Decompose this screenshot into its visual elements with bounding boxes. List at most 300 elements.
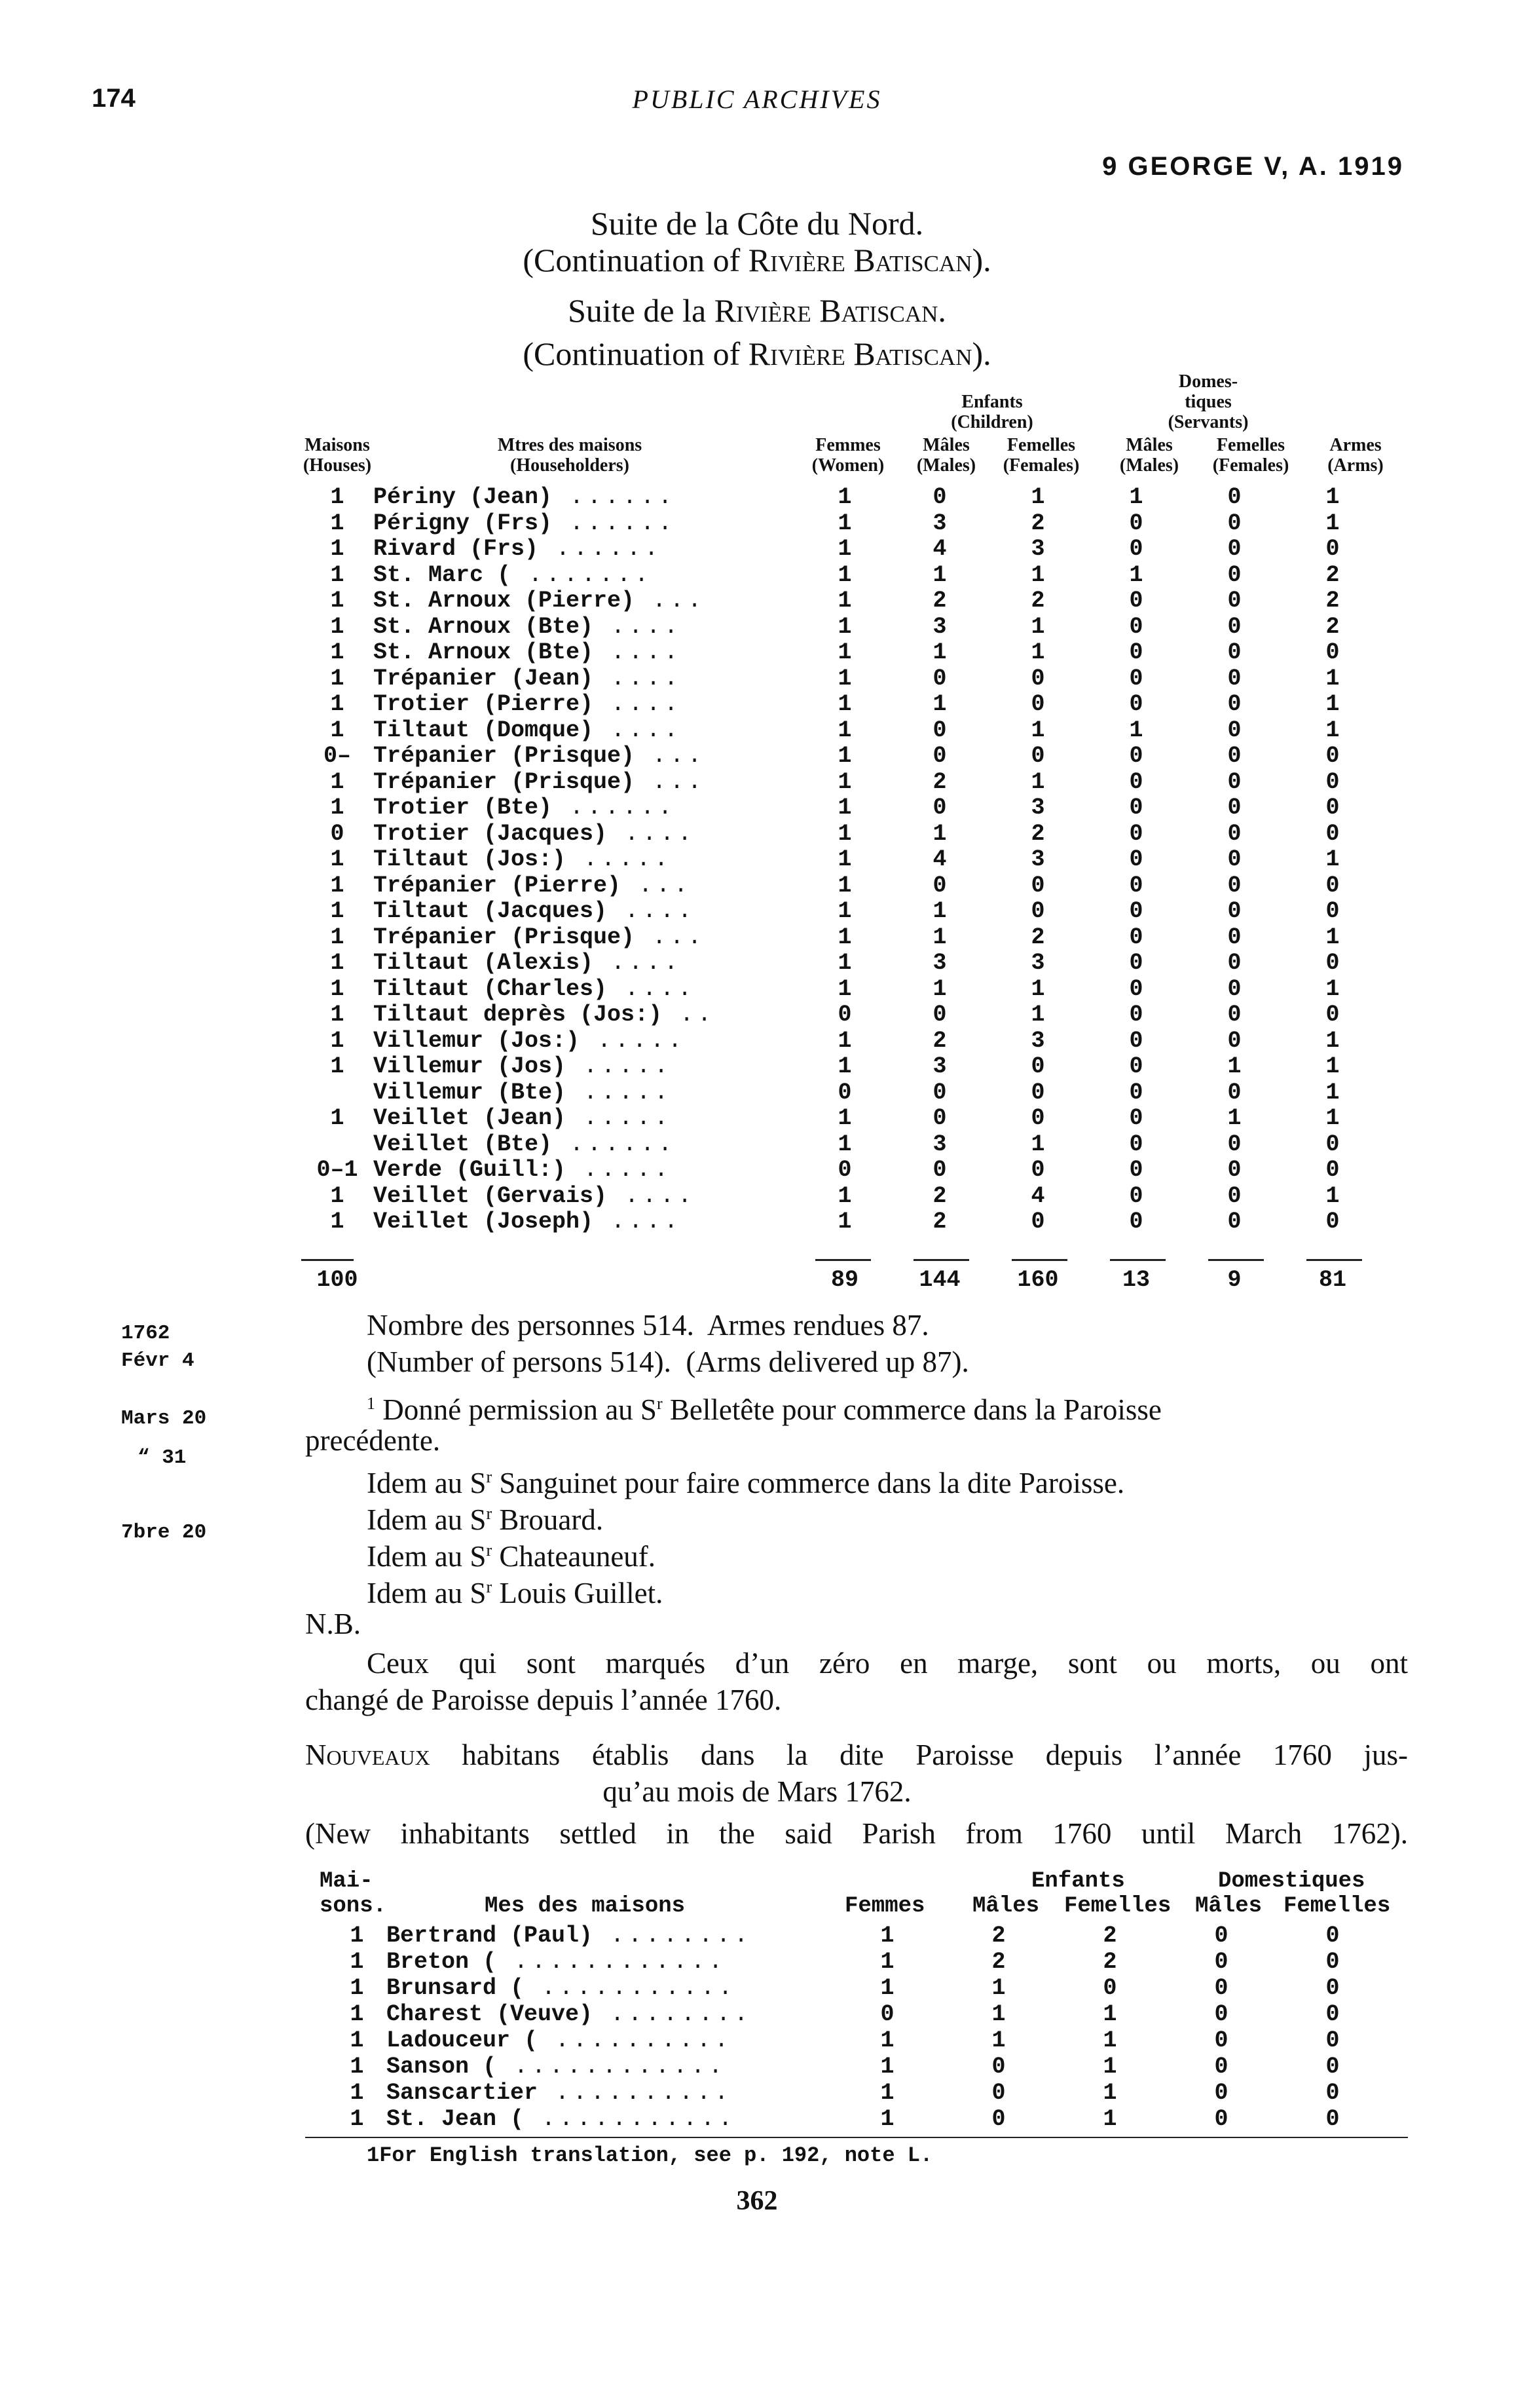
cell-armes: 1 (1325, 1079, 1340, 1106)
cell-householder (386, 2080, 832, 2106)
idem-guillet-a: Idem au S (367, 1577, 487, 1609)
leader-dots: ....... (511, 561, 653, 588)
cell-maisons: 1 (330, 717, 344, 743)
cell-e-femelles: 1 (1103, 2106, 1117, 2132)
table-row (327, 1975, 1388, 2001)
cell-armes: 0 (1325, 639, 1340, 666)
cell-e-femelles: 1 (1103, 2001, 1117, 2027)
cell-armes: 2 (1325, 613, 1340, 640)
header-domes-2: tiques (1185, 392, 1232, 412)
header-domes-1: Domes- (1178, 371, 1238, 392)
t2-header-d-femelles: Femelles (1283, 1894, 1391, 1919)
table-row (301, 795, 1382, 821)
permission-belletete (367, 1385, 1401, 1428)
cell-armes: 0 (1325, 820, 1340, 847)
cell-householder (386, 1949, 832, 1975)
new-inhabitants-text: habitans établis dans la dite Paroisse depuis l’année 1760 jus- (430, 1739, 1408, 1771)
cell-d-femelles: 0 (1325, 1923, 1340, 1949)
table-row (301, 666, 1382, 692)
householder-name: Périgny (Frs) (373, 510, 553, 536)
t2-header-d-males: Mâles (1195, 1894, 1263, 1919)
table-row (327, 2106, 1388, 2132)
cell-femelles: 3 (1031, 795, 1045, 821)
cell-d-femelles: 0 (1227, 846, 1242, 873)
cell-maisons: 1 (330, 639, 344, 666)
cell-maisons: 1 (330, 950, 344, 976)
cell-femmes: 1 (838, 639, 852, 666)
permission-belletete-b: Belletête pour commerce dans la Paroisse (662, 1393, 1162, 1426)
table-row (301, 873, 1382, 899)
header-femelles (992, 435, 1090, 476)
cell-males: 4 (932, 846, 947, 873)
cell-householder (373, 1184, 799, 1210)
cell-femmes: 1 (838, 510, 852, 536)
cell-femelles: 1 (1031, 561, 1045, 588)
t2-header-mai2: sons. (320, 1894, 387, 1919)
cell-d-femelles: 0 (1227, 536, 1242, 562)
cell-males: 0 (932, 1105, 947, 1131)
cell-armes: 0 (1325, 768, 1340, 795)
leader-dots: .... (607, 975, 696, 1002)
table-row (301, 511, 1382, 537)
cell-maisons: 1 (330, 872, 344, 899)
header-maisons (291, 435, 383, 476)
cell-femelles: 0 (1031, 1157, 1045, 1183)
cell-d-males: 0 (1129, 820, 1143, 847)
table-row (301, 950, 1382, 977)
table-row (327, 1949, 1388, 1975)
title-line-4-river: Rivière Batiscan (748, 335, 972, 372)
cell-d-femelles: 0 (1325, 2054, 1340, 2080)
table-row (327, 2054, 1388, 2080)
header-mtres-en: (Householders) (510, 455, 629, 476)
header-enfants-fr: Enfants (961, 392, 1023, 412)
title-line-4 (0, 335, 1514, 373)
idem-brouard-a: Idem au S (367, 1503, 487, 1536)
cell-femmes: 1 (880, 1975, 895, 2001)
householder-name: St. Jean ( (386, 2106, 525, 2132)
cell-femmes: 0 (880, 2001, 895, 2027)
header-maisons-en: (Houses) (303, 455, 372, 476)
cell-d-femelles: 0 (1227, 924, 1242, 950)
cell-femelles: 2 (1031, 924, 1045, 950)
leader-dots: .... (593, 691, 682, 717)
cell-femelles: 3 (1031, 950, 1045, 976)
table-row (301, 770, 1382, 796)
header-enfants-en: (Children) (951, 412, 1033, 432)
total-femelles: 160 (1017, 1267, 1059, 1293)
cell-femelles: 0 (1031, 898, 1045, 924)
leader-dots: ... (635, 743, 706, 769)
margin-note-mars: Mars 20 (121, 1407, 207, 1430)
cell-maisons: 1 (330, 536, 344, 562)
cell-femmes: 1 (838, 691, 852, 717)
cell-d-femelles: 0 (1227, 1027, 1242, 1054)
title-line-4-pre: (Continuation of (523, 335, 748, 372)
householder-name: Veillet (Gervais) (373, 1182, 608, 1209)
cell-femmes: 1 (838, 924, 852, 950)
cell-armes: 1 (1325, 665, 1340, 692)
cell-armes: 1 (1325, 975, 1340, 1002)
title-line-2-river: Rivière Batiscan (748, 242, 972, 278)
header-femelles-fr: Femelles (1006, 435, 1076, 455)
cell-maisons: 1 (330, 1105, 344, 1131)
householder-name: Tiltaut (Alexis) (373, 950, 594, 976)
cell-e-males: 2 (991, 1923, 1006, 1949)
leader-dots: .......... (538, 2080, 733, 2106)
cell-householder (373, 1209, 799, 1235)
cell-armes: 0 (1325, 795, 1340, 821)
title-line-2 (0, 241, 1514, 279)
table-row (301, 563, 1382, 589)
cell-femelles: 1 (1031, 975, 1045, 1002)
cell-armes: 1 (1325, 846, 1340, 873)
cell-maisons (301, 1132, 373, 1158)
cell-d-males: 0 (1129, 691, 1143, 717)
cell-femmes: 1 (838, 795, 852, 821)
table-row (327, 2027, 1388, 2054)
cell-e-males: 1 (991, 1975, 1006, 2001)
table-row (301, 718, 1382, 744)
cell-d-femelles: 1 (1227, 1053, 1242, 1080)
sr-sup-4: r (486, 1541, 492, 1560)
idem-brouard-b: Brouard. (492, 1503, 604, 1536)
cell-femelles: 1 (1031, 639, 1045, 666)
cell-d-femelles: 0 (1227, 743, 1242, 769)
cell-householder (373, 847, 799, 873)
title-line-1 (0, 204, 1514, 242)
header-femmes-en: (Women) (811, 455, 885, 476)
cell-householder (373, 743, 799, 770)
cell-d-femelles: 0 (1227, 768, 1242, 795)
cell-maisons: 1 (350, 2001, 364, 2027)
cell-d-males: 0 (1214, 2080, 1228, 2106)
cell-males: 0 (932, 1157, 947, 1183)
cell-femmes: 1 (880, 2054, 895, 2080)
cell-d-femelles: 0 (1227, 1079, 1242, 1106)
header-armes (1310, 435, 1401, 476)
cell-householder (373, 770, 799, 796)
cell-householder (373, 977, 799, 1003)
cell-femmes: 1 (838, 898, 852, 924)
cell-householder (386, 1923, 832, 1949)
householder-name: Villemur (Bte) (373, 1079, 566, 1106)
cell-armes: 1 (1325, 691, 1340, 717)
cell-d-femelles: 0 (1227, 665, 1242, 692)
cell-femelles: 2 (1031, 820, 1045, 847)
zero-note-line-2: changé de Paroisse depuis l’année 1760. (305, 1684, 782, 1716)
idem-guillet (367, 1569, 663, 1611)
census-table (301, 485, 1382, 1235)
table-row (301, 1002, 1382, 1028)
header-enfants (927, 392, 1058, 432)
cell-d-femelles: 0 (1227, 484, 1242, 510)
cell-femmes: 0 (838, 1002, 852, 1028)
cell-d-femelles: 0 (1227, 691, 1242, 717)
cell-femmes: 1 (880, 1949, 895, 1975)
leader-dots: .......... (538, 2027, 733, 2054)
t2-header-e-males: Mâles (972, 1894, 1040, 1919)
cell-femelles: 2 (1031, 510, 1045, 536)
leader-dots: ..... (566, 1157, 673, 1183)
cell-males: 0 (932, 1002, 947, 1028)
cell-males: 2 (932, 1027, 947, 1054)
cell-householder (373, 692, 799, 718)
cell-femmes: 1 (880, 1923, 895, 1949)
householder-name: Trépanier (Prisque) (373, 768, 635, 795)
cell-d-femelles: 0 (1227, 1131, 1242, 1157)
leader-dots: ...... (552, 795, 676, 821)
cell-maisons: 1 (330, 795, 344, 821)
cell-d-males: 0 (1129, 1002, 1143, 1028)
cell-maisons: 1 (330, 588, 344, 614)
cell-householder (373, 821, 799, 848)
cell-males: 3 (932, 1131, 947, 1157)
cell-femmes: 1 (838, 743, 852, 769)
householder-name: St. Arnoux (Pierre) (373, 588, 635, 614)
new-inhabitants-table (327, 1923, 1388, 2132)
total-males: 144 (919, 1267, 961, 1293)
header-males-fr: Mâles (923, 435, 970, 455)
householder-name: Breton ( (386, 1949, 497, 1975)
cell-d-males: 0 (1129, 975, 1143, 1002)
table-row (301, 925, 1382, 951)
leader-dots: .... (593, 613, 682, 640)
title-line-4-post: ). (972, 335, 991, 372)
cell-maisons: 1 (330, 1027, 344, 1054)
cell-householder (373, 536, 799, 563)
table-row (301, 1080, 1382, 1106)
cell-d-males: 0 (1129, 1157, 1143, 1183)
leader-dots: ............ (496, 1949, 727, 1975)
cell-armes: 1 (1325, 717, 1340, 743)
t2-header-femmes: Femmes (845, 1894, 925, 1919)
cell-armes: 2 (1325, 588, 1340, 614)
t2-header-mai1: Mai- (320, 1869, 373, 1894)
persons-count-en: (Number of persons 514). (Arms delivered up 87). (367, 1345, 969, 1378)
table-row (301, 1106, 1382, 1132)
cell-householder (386, 1975, 832, 2001)
cell-d-femelles: 0 (1227, 561, 1242, 588)
cell-d-males: 0 (1129, 924, 1143, 950)
cell-d-femelles: 0 (1227, 717, 1242, 743)
leader-dots: ........... (524, 1975, 737, 2001)
cell-d-males: 0 (1129, 743, 1143, 769)
cell-householder (373, 950, 799, 977)
total-rule-armes (1306, 1259, 1362, 1261)
cell-armes: 1 (1325, 510, 1340, 536)
cell-d-males: 1 (1129, 484, 1143, 510)
cell-d-femelles: 0 (1227, 613, 1242, 640)
cell-maisons: 0– (323, 743, 351, 769)
cell-males: 2 (932, 768, 947, 795)
leader-dots: ..... (566, 1053, 673, 1080)
cell-e-males: 1 (991, 2027, 1006, 2054)
cell-d-males: 0 (1129, 1182, 1143, 1209)
table-row (301, 536, 1382, 563)
leader-dots: ...... (552, 510, 676, 536)
t2-header-enfants: Enfants (1031, 1869, 1125, 1894)
cell-armes: 0 (1325, 898, 1340, 924)
cell-males: 2 (932, 1182, 947, 1209)
householder-name: Brunsard ( (386, 1975, 525, 2001)
cell-householder (373, 1002, 799, 1028)
total-femmes: 89 (830, 1267, 859, 1293)
total-d-femelles: 9 (1227, 1267, 1242, 1293)
leader-dots: ............ (496, 2054, 727, 2080)
total-spacer (373, 1268, 799, 1294)
header-d-femelles-fr: Femelles (1216, 435, 1285, 455)
table-row (327, 1923, 1388, 1949)
cell-d-males: 0 (1129, 1131, 1143, 1157)
header-femmes (799, 435, 897, 476)
header-mtres-fr: Mtres des maisons (497, 435, 642, 455)
cell-householder (373, 925, 799, 951)
new-inhabitants-en: (New inhabitants settled in the said Parish from 1760 until March 1762). (305, 1817, 1408, 1850)
cell-femelles: 2 (1031, 588, 1045, 614)
cell-d-males: 0 (1214, 1923, 1228, 1949)
census-totals (301, 1268, 1382, 1294)
cell-d-males: 0 (1214, 1975, 1228, 2001)
cell-e-femelles: 1 (1103, 2080, 1117, 2106)
table-row (301, 977, 1382, 1003)
header-domestiques (1149, 371, 1267, 432)
cell-armes: 1 (1325, 924, 1340, 950)
cell-d-femelles: 0 (1325, 2001, 1340, 2027)
header-d-femelles (1198, 435, 1303, 476)
cell-d-femelles: 0 (1325, 2027, 1340, 2054)
totals-row (301, 1268, 1382, 1294)
cell-householder (373, 873, 799, 899)
permission-belletete-cont: precédente. (305, 1424, 441, 1457)
householder-name: St. Arnoux (Bte) (373, 613, 594, 640)
cell-maisons: 1 (330, 924, 344, 950)
cell-males: 3 (932, 613, 947, 640)
cell-femelles: 0 (1031, 665, 1045, 692)
householder-name: Trépanier (Prisque) (373, 743, 635, 769)
total-maisons: 100 (316, 1267, 358, 1293)
cell-males: 2 (932, 588, 947, 614)
leader-dots: .... (593, 665, 682, 692)
cell-femelles: 3 (1031, 1027, 1045, 1054)
leader-dots: ... (635, 768, 706, 795)
cell-e-femelles: 0 (1103, 1975, 1117, 2001)
cell-armes: 0 (1325, 1157, 1340, 1183)
cell-e-femelles: 2 (1103, 1949, 1117, 1975)
table-row (301, 1184, 1382, 1210)
title-line-3-river: Rivière Batiscan (714, 292, 938, 329)
cell-householder (373, 1028, 799, 1055)
cell-d-femelles: 0 (1325, 2106, 1340, 2132)
cell-femmes: 1 (838, 1027, 852, 1054)
cell-d-males: 0 (1129, 795, 1143, 821)
cell-femmes: 1 (838, 975, 852, 1002)
cell-maisons: 1 (350, 1975, 364, 2001)
table-row (301, 1028, 1382, 1055)
cell-maisons: 1 (350, 2054, 364, 2080)
cell-maisons: 1 (330, 691, 344, 717)
idem-guillet-b: Louis Guillet. (492, 1577, 663, 1609)
cell-d-males: 0 (1214, 2054, 1228, 2080)
footer-page-number: 362 (736, 2186, 778, 2216)
leader-dots: ... (635, 924, 706, 950)
cell-femelles: 0 (1031, 1105, 1045, 1131)
table-row (301, 640, 1382, 666)
cell-e-males: 1 (991, 2001, 1006, 2027)
cell-maisons: 1 (330, 1182, 344, 1209)
title-line-2-pre: (Continuation of (523, 242, 748, 278)
cell-maisons: 1 (350, 2027, 364, 2054)
leader-dots: .... (593, 717, 682, 743)
header-femmes-fr: Femmes (815, 435, 881, 455)
cell-males: 0 (932, 795, 947, 821)
total-rule-d-femelles (1208, 1259, 1264, 1261)
householder-name: Villemur (Jos:) (373, 1027, 580, 1054)
cell-d-males: 0 (1129, 1053, 1143, 1080)
cell-e-femelles: 1 (1103, 2054, 1117, 2080)
leader-dots: ........ (593, 2001, 752, 2027)
cell-d-males: 0 (1129, 639, 1143, 666)
header-domes-en: (Servants) (1168, 412, 1249, 432)
cell-d-males: 0 (1214, 1949, 1228, 1975)
householder-name: Sanson ( (386, 2054, 497, 2080)
cell-d-males: 0 (1129, 510, 1143, 536)
cell-males: 4 (932, 536, 947, 562)
cell-d-males: 0 (1129, 898, 1143, 924)
t2-header-mes: Mes des maisons (485, 1894, 686, 1919)
table-row (301, 588, 1382, 614)
cell-maisons: 1 (330, 1053, 344, 1080)
cell-householder (373, 1132, 799, 1158)
cell-maisons: 1 (350, 1923, 364, 1949)
cell-males: 0 (932, 665, 947, 692)
cell-femmes: 1 (838, 613, 852, 640)
cell-d-males: 0 (1129, 950, 1143, 976)
header-d-males-en: (Males) (1119, 455, 1179, 476)
header-d-femelles-en: (Females) (1212, 455, 1289, 476)
margin-note-7bre: 7bre 20 (121, 1521, 207, 1544)
header-maisons-fr: Maisons (305, 435, 370, 455)
cell-maisons: 1 (350, 1949, 364, 1975)
cell-maisons: 1 (330, 510, 344, 536)
householder-name: Verde (Guill:) (373, 1157, 566, 1183)
cell-e-males: 2 (991, 1949, 1006, 1975)
cell-armes: 0 (1325, 1131, 1340, 1157)
cell-d-males: 0 (1129, 872, 1143, 899)
cell-d-femelles: 0 (1227, 1002, 1242, 1028)
cell-maisons (301, 1080, 373, 1106)
table-row (301, 821, 1382, 848)
cell-d-males: 1 (1129, 561, 1143, 588)
total-rule-femmes (815, 1259, 871, 1261)
householder-name: Veillet (Jean) (373, 1105, 566, 1131)
householder-name: Bertrand (Paul) (386, 1923, 593, 1949)
idem-sanguinet-a: Idem au S (367, 1467, 487, 1499)
cell-e-males: 0 (991, 2080, 1006, 2106)
cell-males: 3 (932, 510, 947, 536)
cell-armes: 0 (1325, 743, 1340, 769)
leader-dots: ........... (524, 2106, 737, 2132)
cell-e-males: 0 (991, 2106, 1006, 2132)
cell-d-males: 0 (1129, 665, 1143, 692)
header-armes-en: (Arms) (1327, 455, 1384, 476)
header-males-en: (Males) (916, 455, 976, 476)
cell-d-males: 0 (1129, 1105, 1143, 1131)
cell-femmes: 1 (838, 1105, 852, 1131)
cell-householder (373, 614, 799, 641)
table-row (301, 692, 1382, 718)
cell-femmes: 1 (838, 536, 852, 562)
